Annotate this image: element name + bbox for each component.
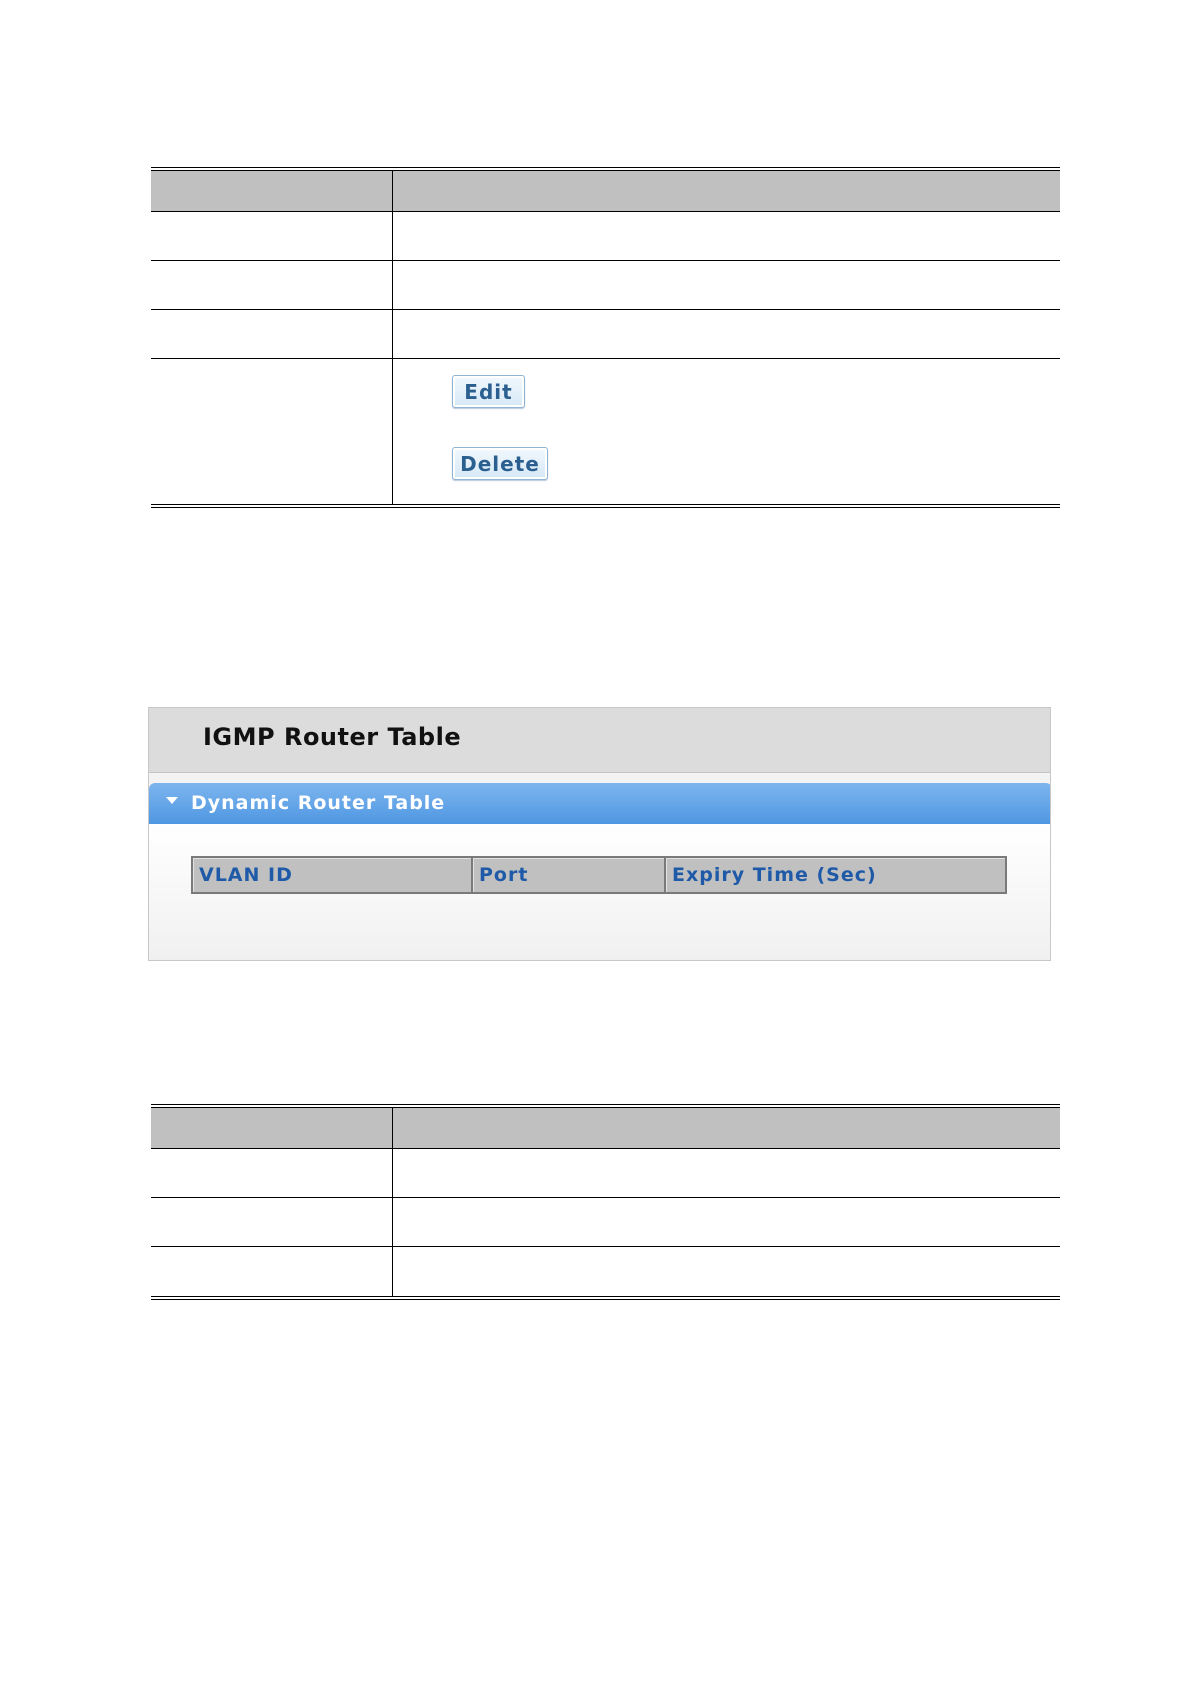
table-row [151, 1198, 1060, 1247]
header-description-cell [393, 171, 1060, 211]
section-body [149, 824, 1051, 961]
header-object-cell [151, 1108, 393, 1148]
table-header-row [151, 171, 1060, 212]
object-description-table-top [151, 167, 1060, 508]
object-cell [151, 1198, 393, 1246]
table-row [151, 1149, 1060, 1198]
description-cell [393, 359, 1060, 504]
object-cell [151, 1247, 393, 1296]
router-table-header [191, 856, 1007, 894]
panel-title-bar [149, 708, 1050, 773]
table-row [151, 310, 1060, 359]
object-cell [151, 310, 393, 358]
object-cell [151, 359, 393, 504]
header-description-cell [393, 1108, 1060, 1148]
description-cell [393, 310, 1060, 358]
table-row [151, 261, 1060, 310]
column-header-vlan-id[interactable]: VLAN ID [193, 858, 473, 892]
object-cell [151, 261, 393, 309]
column-header-port[interactable]: Port [473, 858, 666, 892]
header-object-cell [151, 171, 393, 211]
object-description-table-bottom [151, 1104, 1060, 1300]
description-cell [393, 1247, 1060, 1296]
object-cell [151, 212, 393, 260]
column-header-expiry-time[interactable]: Expiry Time (Sec) [666, 858, 1005, 892]
table-header-row [151, 1108, 1060, 1149]
section-title: Dynamic Router Table [191, 792, 446, 814]
dynamic-router-table-section-header[interactable] [149, 783, 1051, 824]
description-cell [393, 1149, 1060, 1197]
edit-button[interactable]: Edit [452, 375, 525, 408]
description-cell [393, 212, 1060, 260]
table-row-buttons [151, 359, 1060, 504]
delete-button[interactable]: Delete [452, 447, 548, 480]
table-row [151, 1247, 1060, 1296]
description-cell [393, 261, 1060, 309]
igmp-router-table-panel [148, 707, 1051, 961]
page-title: IGMP Router Table [203, 723, 462, 751]
table-row [151, 212, 1060, 261]
description-cell [393, 1198, 1060, 1246]
triangle-down-icon[interactable] [166, 797, 178, 804]
object-cell [151, 1149, 393, 1197]
